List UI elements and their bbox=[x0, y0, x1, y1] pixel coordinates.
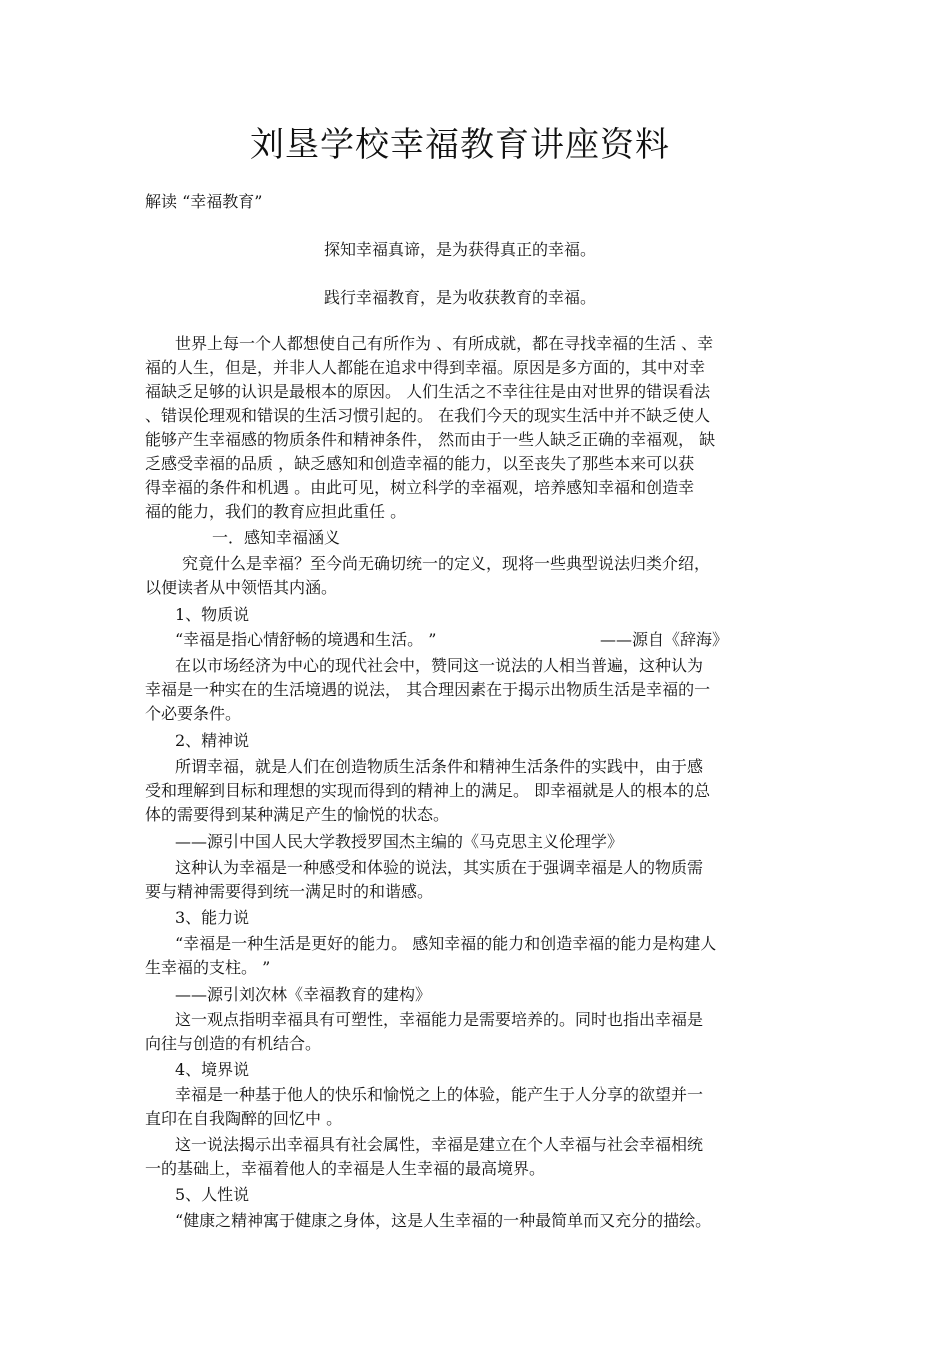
view-line: 幸福是一种实在的生活境遇的说法， 其合理因素在于揭示出物质生活是幸福的一 bbox=[145, 680, 711, 699]
view-line: 体的需要得到某种满足产生的愉悦的状态。 bbox=[145, 805, 450, 824]
view-quote-source: ——源自《辞海》 bbox=[600, 630, 729, 649]
motto-1: 探知幸福真谛，是为获得真正的幸福。 bbox=[323, 240, 596, 259]
view-line: 这一说法揭示出幸福具有社会属性，幸福是建立在个人幸福与社会幸福相统 bbox=[175, 1135, 704, 1154]
view-heading: 3、能力说 bbox=[175, 908, 250, 927]
document-title: 刘垦学校幸福教育讲座资料 bbox=[250, 125, 670, 165]
view-line: 直印在自我陶醉的回忆中 。 bbox=[145, 1109, 343, 1128]
intro-line: 、错误伦理观和错误的生活习惯引起的。 在我们今天的现实生活中并不缺乏使人 bbox=[145, 406, 711, 425]
intro-line: 福的能力，我们的教育应担此重任 。 bbox=[145, 502, 407, 521]
view-line: “幸福是一种生活是更好的能力。 感知幸福的能力和创造幸福的能力是构建人 bbox=[175, 934, 717, 953]
view-line: 这种认为幸福是一种感受和体验的说法，其实质在于强调幸福是人的物质需 bbox=[175, 858, 704, 877]
intro-line: 能够产生幸福感的物质条件和精神条件， 然而由于一些人缺乏正确的幸福观， 缺 bbox=[145, 430, 716, 449]
section-line: 以便读者从中领悟其内涵。 bbox=[145, 578, 338, 597]
view-line: 个必要条件。 bbox=[145, 704, 242, 723]
view-line: 一的基础上，幸福着他人的幸福是人生幸福的最高境界。 bbox=[145, 1159, 546, 1178]
intro-line: 乏感受幸福的品质 ，缺乏感知和创造幸福的能力，以至丧失了那些本来可以获 bbox=[145, 454, 695, 473]
intro-line: 得幸福的条件和机遇 。由此可见，树立科学的幸福观，培养感知幸福和创造幸 bbox=[145, 478, 695, 497]
view-heading: 4、境界说 bbox=[175, 1060, 250, 1079]
view-line: 所谓幸福，就是人们在创造物质生活条件和精神生活条件的实践中，由于感 bbox=[175, 757, 704, 776]
view-line: 向往与创造的有机结合。 bbox=[145, 1034, 322, 1053]
view-heading: 1、物质说 bbox=[175, 605, 250, 624]
view-line: 受和理解到目标和理想的实现而得到的精神上的满足。 即幸福就是人的根本的总 bbox=[145, 781, 711, 800]
view-line: 这一观点指明幸福具有可塑性，幸福能力是需要培养的。同时也指出幸福是 bbox=[175, 1010, 704, 1029]
section-line: 究竟什么是幸福？至今尚无确切统一的定义，现将一些典型说法归类介绍， bbox=[182, 554, 711, 573]
view-line: 在以市场经济为中心的现代社会中，赞同这一说法的人相当普遍，这种认为 bbox=[175, 656, 704, 675]
view-line: 生幸福的支柱。 ” bbox=[145, 958, 271, 977]
view-line: “健康之精神寓于健康之身体，这是人生幸福的一种最简单而又充分的描绘。 bbox=[175, 1211, 712, 1230]
view-source: ——源引中国人民大学教授罗国杰主编的《马克思主义伦理学》 bbox=[175, 832, 624, 851]
intro-line: 福的人生，但是，并非人人都能在追求中得到幸福。原因是多方面的，其中对幸 bbox=[145, 358, 706, 377]
view-source: ——源引刘次林《幸福教育的建构》 bbox=[175, 985, 432, 1004]
view-quote: “幸福是指心情舒畅的境遇和生活。 ” bbox=[175, 630, 437, 649]
view-line: 幸福是一种基于他人的快乐和愉悦之上的体验，能产生于人分享的欲望并一 bbox=[175, 1085, 704, 1104]
motto-2: 践行幸福教育，是为收获教育的幸福。 bbox=[323, 288, 596, 307]
view-heading: 5、人性说 bbox=[175, 1185, 250, 1204]
intro-line: 世界上每一个人都想使自己有所作为 、有所成就，都在寻找幸福的生活 、幸 bbox=[175, 334, 714, 353]
intro-line: 福缺乏足够的认识是最根本的原因。 人们生活之不幸往往是由对世界的错误看法 bbox=[145, 382, 711, 401]
subtitle: 解读 “幸福教育” bbox=[145, 192, 263, 211]
view-heading: 2、精神说 bbox=[175, 731, 250, 750]
section-heading: 一．感知幸福涵义 bbox=[212, 528, 341, 547]
view-line: 要与精神需要得到统一满足时的和谐感。 bbox=[145, 882, 434, 901]
